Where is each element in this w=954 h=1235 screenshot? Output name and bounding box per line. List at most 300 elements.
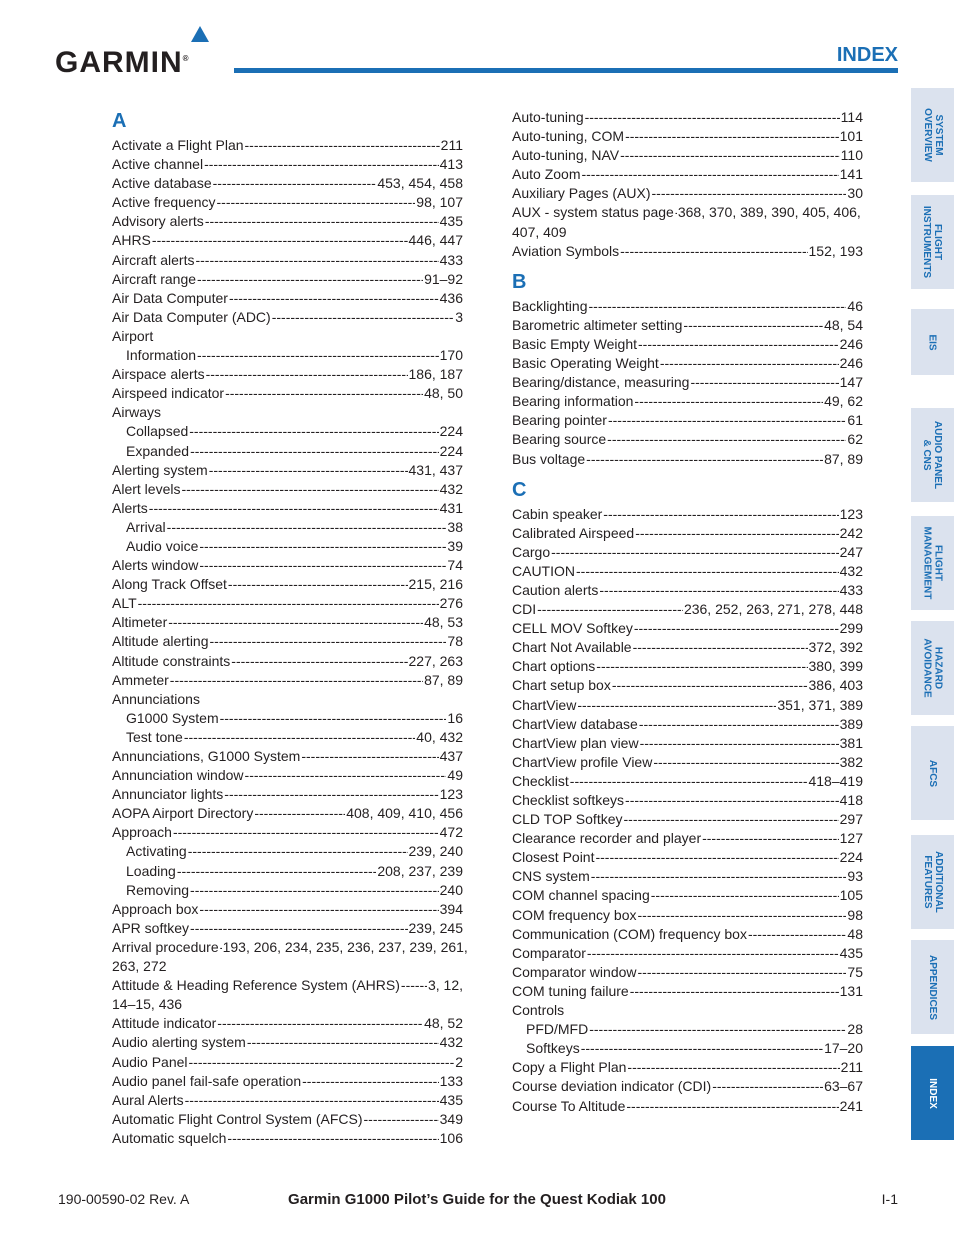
entry-leader (576, 562, 839, 581)
entry-term: Bearing/distance, measuring (512, 374, 690, 391)
entry-term: Audio alerting system (112, 1034, 246, 1051)
entry-pages: 247 (839, 543, 863, 560)
index-entry (112, 251, 463, 270)
entry-term: Closest Point (512, 849, 595, 866)
entry-leader (245, 766, 447, 785)
entry-term: Airways (112, 404, 162, 421)
entry-pages: 435 (839, 944, 863, 961)
index-entry (512, 581, 863, 600)
entry-leader (599, 581, 838, 600)
index-entry (512, 829, 863, 848)
entry-leader (184, 728, 415, 747)
index-entry (512, 524, 863, 543)
index-entry (512, 373, 863, 392)
entry-term: Comparator window (512, 963, 637, 980)
footer-title: Garmin G1000 Pilot’s Guide for the Quest Kodiak 100 (288, 1191, 666, 1208)
index-entry (112, 308, 463, 327)
entry-pages: 75 (847, 963, 863, 980)
entry-pages: 127 (839, 830, 863, 847)
section-tab-index[interactable] (911, 1046, 954, 1140)
index-entry (512, 543, 863, 562)
section-tab-afcs[interactable] (911, 726, 954, 820)
entry-term: Communication (COM) frequency box (512, 925, 747, 942)
entry-leader (589, 1020, 846, 1039)
entry-term: Aircraft alerts (112, 251, 195, 268)
entry-pages: 49, 62 (824, 393, 863, 410)
entry-term: Checklist (512, 772, 569, 789)
entry-term: CELL MOV Softkey (512, 620, 633, 637)
section-tab-flight-instruments[interactable] (911, 195, 954, 289)
entry-leader (220, 709, 447, 728)
entry-pages: 389 (839, 715, 863, 732)
entry-leader (581, 1039, 823, 1058)
entry-leader (620, 242, 807, 261)
index-entry (112, 766, 463, 785)
entry-leader (272, 308, 455, 327)
entry-pages: 418 (839, 792, 863, 808)
entry-term: Ammeter (112, 671, 169, 688)
index-entry (112, 422, 463, 441)
entry-term: Auto-tuning (512, 109, 584, 125)
entry-leader (640, 734, 839, 753)
entry-leader (188, 842, 408, 861)
entry-pages: 133 (439, 1072, 463, 1089)
entry-pages: 123 (439, 786, 463, 803)
entry-term: Basic Empty Weight (512, 335, 638, 352)
index-entry (112, 365, 463, 384)
index-column-right (512, 108, 863, 1116)
index-entry (512, 848, 863, 867)
entry-pages: 241 (839, 1097, 863, 1114)
index-entry (112, 193, 463, 212)
entry-term: CNS system (512, 868, 590, 885)
index-entry (112, 976, 463, 1014)
entry-term: Annunciations, G1000 System (112, 748, 301, 764)
entry-pages: 48, 50 (424, 385, 463, 402)
index-entry (112, 518, 463, 537)
entry-term: Annunciations (112, 690, 200, 707)
section-tab-eis[interactable] (911, 309, 954, 375)
entry-leader (712, 1077, 823, 1096)
entry-leader (653, 753, 838, 772)
entry-term: Course deviation indicator (CDI) (512, 1078, 712, 1095)
section-tab-label: HAZARD AVOIDANCE (921, 638, 944, 698)
index-entry (512, 146, 863, 165)
index-entry (512, 772, 863, 791)
entry-pages: 48 (847, 925, 863, 942)
entry-pages: 386, 403 (808, 677, 863, 694)
index-entry (512, 1020, 863, 1039)
entry-pages: 152, 193 (808, 242, 863, 259)
entry-leader (660, 354, 839, 373)
entry-pages: 276 (439, 595, 463, 612)
entry-leader (229, 289, 439, 308)
entry-term: Arrival procedure (112, 938, 219, 955)
entry-leader (167, 518, 447, 537)
entry-pages: 368, 370, 389, 390, 405, 406, (677, 204, 861, 221)
entry-leader (173, 823, 439, 842)
entry-leader (247, 1033, 439, 1052)
entry-pages: 63–67 (824, 1078, 863, 1095)
index-entry (512, 638, 863, 657)
index-entry (112, 671, 463, 690)
section-tab-label: ADDITIONAL FEATURES (921, 851, 944, 913)
entry-term: Auxiliary Pages (AUX) (512, 185, 651, 202)
index-entry (512, 600, 863, 619)
entry-term: Auto Zoom (512, 166, 581, 183)
section-tab-label: FLIGHT MANAGEMENT (921, 526, 944, 600)
entry-term: Caution alerts (512, 581, 599, 598)
entry-term: Automatic Flight Control System (AFCS) (112, 1110, 363, 1127)
entry-leader (189, 1053, 455, 1072)
entry-pages: 432 (839, 562, 863, 579)
entry-pages: 3, 12, (427, 977, 463, 994)
entry-leader (177, 862, 377, 881)
entry-pages: 98 (847, 906, 863, 923)
entry-pages: 3 (455, 308, 463, 325)
entry-term: Backlighting (512, 297, 588, 314)
entry-term: ChartView database (512, 715, 638, 732)
entry-leader (626, 1097, 838, 1116)
entry-term: Softkeys (526, 1040, 580, 1057)
entry-pages: 16 (447, 709, 463, 726)
entry-pages: 408, 409, 410, 456 (346, 805, 463, 822)
entry-pages: 48, 54 (824, 316, 863, 333)
index-entry (512, 1077, 863, 1096)
entry-pages: 436 (439, 289, 463, 306)
entry-term: Aviation Symbols (512, 242, 620, 259)
entry-leader (195, 251, 438, 270)
entry-term: Copy a Flight Plan (512, 1059, 627, 1076)
entry-pages: 74 (447, 557, 463, 574)
entry-leader (199, 537, 446, 556)
index-entry (512, 619, 863, 638)
entry-leader (586, 450, 823, 469)
entry-leader (630, 982, 839, 1001)
entry-pages: 380, 399 (808, 658, 863, 675)
index-entry (112, 212, 463, 231)
entry-pages-continued: 14–15, 436 (112, 996, 183, 1013)
entry-term: COM tuning failure (512, 982, 629, 999)
entry-pages: 123 (839, 505, 863, 522)
entry-leader (624, 810, 839, 829)
entry-term: Collapsed (126, 423, 189, 440)
entry-pages: 91–92 (424, 270, 463, 287)
section-tab-label: INDEX (927, 1077, 938, 1109)
entry-pages: 224 (839, 849, 863, 866)
entry-pages: 453, 454, 458 (377, 175, 463, 192)
index-entry (112, 881, 463, 900)
entry-leader (301, 747, 438, 766)
entry-term: APR softkey (112, 919, 190, 936)
entry-pages: 38 (447, 518, 463, 535)
index-entry (112, 804, 463, 823)
section-gap (512, 469, 863, 477)
entry-leader (635, 524, 838, 543)
entry-leader (589, 297, 847, 316)
entry-pages-continued: 407, 409 (512, 223, 567, 240)
entry-pages: 106 (439, 1129, 463, 1146)
garmin-logo (55, 26, 220, 79)
entry-leader (675, 203, 677, 222)
entry-leader (149, 499, 439, 518)
section-letter: A (112, 110, 127, 132)
index-entry (112, 1110, 463, 1129)
entry-term: Bus voltage (512, 450, 586, 467)
index-entry (512, 1039, 863, 1058)
entry-pages-continued: 263, 272 (112, 958, 167, 975)
entry-pages: 48, 52 (424, 1015, 463, 1032)
entry-term: Chart setup box (512, 677, 611, 694)
entry-leader (190, 919, 407, 938)
entry-leader (401, 976, 427, 995)
entry-pages: 432 (439, 1034, 463, 1051)
entry-term: Audio Panel (112, 1053, 188, 1070)
header-rule (234, 68, 898, 73)
entry-pages: 381 (839, 734, 863, 751)
entry-pages: 372, 392 (808, 639, 863, 656)
entry-term: Aural Alerts (112, 1091, 184, 1108)
index-entry (112, 556, 463, 575)
entry-pages: 432 (439, 480, 463, 497)
entry-pages: 227, 263 (408, 652, 463, 669)
entry-pages: 382 (839, 753, 863, 770)
entry-term: ChartView (512, 696, 577, 713)
index-entry (112, 613, 463, 632)
entry-pages: 394 (439, 900, 463, 917)
index-entry (512, 696, 863, 715)
section-tab-additional-features[interactable] (911, 835, 954, 929)
entry-term: Approach box (112, 900, 199, 917)
index-entry (512, 1058, 863, 1077)
entry-leader (639, 715, 839, 734)
entry-pages: 242 (839, 524, 863, 541)
entry-term: Attitude & Heading Reference System (AHRS) (112, 977, 400, 994)
entry-leader (217, 193, 416, 212)
index-entry (112, 842, 463, 861)
entry-term: Alert levels (112, 480, 181, 497)
entry-leader (612, 676, 808, 695)
index-entry (512, 734, 863, 753)
entry-term: Bearing information (512, 393, 634, 410)
entry-pages: 349 (439, 1110, 463, 1127)
index-entry (512, 392, 863, 411)
index-entry (112, 327, 463, 346)
index-entry (112, 1129, 463, 1148)
entry-term: AUX - system status page (512, 204, 674, 221)
entry-pages: 105 (839, 887, 863, 904)
garmin-wordmark: GARMIN® (55, 46, 190, 79)
entry-leader (748, 925, 846, 944)
index-entry (512, 906, 863, 925)
entry-leader (170, 671, 423, 690)
entry-leader (651, 886, 839, 905)
index-entry (512, 505, 863, 524)
entry-leader (587, 944, 839, 963)
doc-number: 190-00590-02 Rev. A (58, 1191, 190, 1207)
entry-term: Barometric altimeter setting (512, 316, 683, 333)
entry-pages: 246 (839, 355, 863, 372)
index-entry (112, 403, 463, 422)
entry-term: ALT (112, 595, 137, 612)
index-entry (512, 715, 863, 734)
entry-leader (638, 963, 847, 982)
entry-term: Advisory alerts (112, 213, 204, 230)
index-entry (112, 709, 463, 728)
entry-pages: 49 (447, 767, 463, 784)
entry-term: Altitude constraints (112, 652, 231, 669)
entry-leader (627, 1058, 839, 1077)
entry-pages: 101 (839, 128, 863, 145)
entry-pages: 240 (439, 881, 463, 898)
entry-pages: 435 (439, 213, 463, 230)
entry-term: Alerting system (112, 461, 208, 478)
page-title: INDEX (836, 44, 898, 66)
index-entry (512, 982, 863, 1001)
entry-pages: 431, 437 (408, 461, 463, 478)
entry-term: CDI (512, 601, 537, 618)
entry-leader (152, 231, 408, 250)
entry-term: Alerts window (112, 557, 199, 574)
index-entry (112, 270, 463, 289)
entry-leader (591, 867, 847, 886)
entry-leader (197, 346, 439, 365)
entry-pages: 28 (847, 1021, 863, 1038)
entry-term: Chart Not Available (512, 639, 632, 656)
entry-leader (185, 1091, 439, 1110)
entry-pages: 299 (839, 620, 863, 637)
section-gap (512, 261, 863, 269)
index-column-left (112, 108, 468, 1148)
entry-term: Active database (112, 175, 212, 192)
index-entry (112, 537, 463, 556)
entry-leader (189, 422, 438, 441)
entry-term: Clearance recorder and player (512, 830, 702, 847)
entry-pages: 46 (847, 297, 863, 314)
entry-pages: 17–20 (824, 1040, 863, 1057)
section-tab-flight-management[interactable] (911, 516, 954, 610)
index-entry (112, 1053, 463, 1072)
index-entry (512, 1001, 863, 1020)
section-tab-appendices[interactable] (911, 940, 954, 1034)
section-tab-hazard-avoidance[interactable] (911, 621, 954, 715)
index-entry (512, 242, 863, 261)
entry-term: Cabin speaker (512, 505, 603, 522)
entry-leader (596, 657, 807, 676)
entry-term: Active channel (112, 156, 204, 173)
index-entry (112, 747, 463, 766)
entry-pages: 30 (847, 185, 863, 202)
entry-leader (210, 632, 447, 651)
entry-term: Alerts (112, 499, 148, 516)
entry-leader (625, 127, 839, 146)
entry-pages: 78 (447, 633, 463, 650)
entry-leader (551, 543, 839, 562)
index-entry (512, 562, 863, 581)
entry-term: Audio voice (126, 537, 199, 554)
entry-pages: 246 (839, 335, 863, 352)
entry-pages: 48, 53 (424, 614, 463, 631)
index-entry (112, 384, 463, 403)
entry-pages: 239, 240 (408, 843, 463, 860)
index-entry (112, 575, 463, 594)
entry-term: Basic Operating Weight (512, 355, 659, 372)
entry-leader (228, 575, 408, 594)
index-entry (112, 231, 463, 250)
entry-term: Altimeter (112, 614, 168, 631)
entry-leader (633, 638, 808, 657)
entry-term: Attitude indicator (112, 1015, 217, 1032)
entry-pages: 351, 371, 389 (777, 696, 863, 713)
entry-pages: 87, 89 (824, 450, 863, 467)
entry-term: Checklist softkeys (512, 792, 625, 808)
entry-leader (577, 696, 776, 715)
index-entry (112, 499, 463, 518)
entry-term: Cargo (512, 543, 551, 560)
entry-term: Arrival (126, 518, 166, 535)
index-entry (112, 289, 463, 308)
index-entry (112, 900, 463, 919)
index-entry (512, 810, 863, 829)
entry-pages: 413 (439, 156, 463, 173)
entry-pages: 433 (839, 581, 863, 598)
entry-leader (581, 165, 838, 184)
entry-leader (595, 848, 838, 867)
entry-leader (683, 316, 823, 335)
entry-term: CAUTION (512, 562, 575, 579)
entry-pages: 236, 252, 263, 271, 278, 448 (683, 601, 863, 618)
index-entry (112, 480, 463, 499)
entry-leader (634, 392, 823, 411)
entry-term: Chart options (512, 658, 596, 675)
section-tab-audio-panel-cns[interactable] (911, 408, 954, 502)
entry-pages: 61 (847, 412, 863, 429)
entry-pages: 186, 187 (408, 366, 463, 383)
entry-pages: 110 (840, 147, 863, 164)
index-entry (112, 1014, 463, 1033)
entry-leader (634, 619, 839, 638)
entry-leader (254, 804, 345, 823)
index-entry (512, 791, 863, 810)
entry-pages: 40, 432 (416, 728, 463, 745)
entry-term: Annunciation window (112, 767, 244, 784)
index-entry (512, 203, 863, 241)
entry-term: G1000 System (126, 709, 219, 726)
page-number: I-1 (881, 1191, 898, 1207)
index-entry (512, 165, 863, 184)
section-letter: B (512, 270, 527, 293)
entry-leader (702, 829, 839, 848)
index-entry (112, 442, 463, 461)
entry-term: Auto-tuning, COM (512, 128, 625, 145)
entry-leader (190, 881, 439, 900)
index-entry (112, 1072, 463, 1091)
entry-term: Airspace alerts (112, 366, 205, 383)
entry-pages: 211 (440, 137, 463, 153)
entry-leader (302, 1072, 439, 1091)
entry-leader (638, 335, 839, 354)
entry-leader (690, 373, 838, 392)
index-entry (512, 316, 863, 335)
entry-term: ChartView plan view (512, 734, 639, 751)
entry-term: COM channel spacing (512, 887, 650, 904)
entry-term: Comparator (512, 944, 586, 961)
section-tab-system-overview[interactable] (911, 88, 954, 182)
entry-leader (217, 1014, 423, 1033)
entry-pages: 2 (455, 1053, 463, 1070)
index-entry (112, 919, 463, 938)
entry-pages: 147 (839, 374, 863, 391)
